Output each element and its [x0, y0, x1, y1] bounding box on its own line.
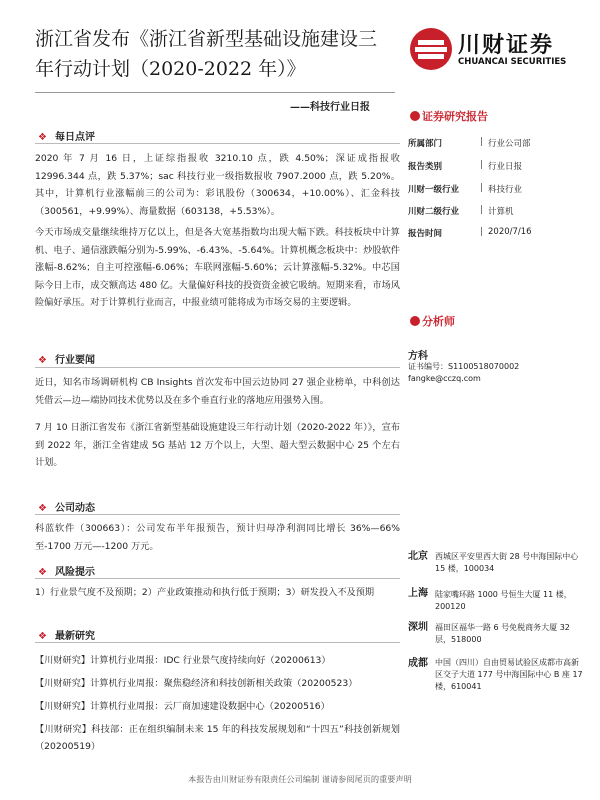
page-footer: 本报告由川财证券有限责任公司编制 谨请参阅尾页的重要声明 — [188, 774, 412, 784]
office-city: 成都 — [408, 658, 428, 669]
bullet-icon: ❖ — [38, 355, 47, 366]
paragraph: 2020 年 7 月 16 日，上证综指报收 3210.10 点，跌 4.50%；深证成指报收 12996.344 点，跌 5.37%；sac 科技行业一级指数报收 7907.2000 点，跌 5.20%。其中，计算机行业涨幅前三的公司为：彩讯股份（300634，+10.00%）、汇金科技（300561，+9.99%）、海量数据（603138，+5.53%）。 — [35, 153, 400, 217]
bullet-icon: ❖ — [38, 132, 47, 143]
section-divider — [35, 143, 400, 144]
paragraph: 科蓝软件（300663）：公司发布半年报预告，预计归母净利润同比增长 36%—66%至-1700 万元—-1200 万元。 — [35, 523, 400, 552]
section-divider — [35, 367, 400, 368]
section-divider — [35, 514, 400, 515]
bullet-icon: ❖ — [38, 631, 47, 642]
company-body — [35, 520, 400, 555]
title-divider — [35, 92, 395, 93]
info-row: 川财一级行业 | 科技行业 — [408, 183, 523, 195]
risk-body — [35, 584, 400, 602]
analyst-heading: 分析师 — [410, 313, 455, 329]
research-link[interactable]: 【川财研究】计算机行业周报：聚焦稳经济和科技创新相关政策（20200523） — [35, 678, 358, 689]
paragraph: 近日，知名市场调研机构 CB Insights 首次发布中国云边协同 27 强企业榜单，中科创达凭借云—边—端协同技术优势以及在多个垂直行业的落地应用强势入围。 — [35, 377, 400, 406]
office-address: 西城区平安里西大街 28 号中海国际中心 15 楼，100034 — [435, 552, 579, 573]
info-row: 川财二级行业 | 计算机 — [408, 205, 514, 217]
section-divider — [35, 578, 400, 579]
analyst-email[interactable]: fangke@cczq.com — [408, 374, 481, 383]
section-divider — [35, 642, 400, 643]
paragraph: 今天市场成交量继续维持万亿以上，但是各大宽基指数均出现大幅下跌。科技板块中计算机、电子、通信涨跌幅分别为-5.99%、-6.43%、-5.64%。计算机概念板块中：炒股软件涨幅-8.62%；自主可控涨幅-6.06%；车联网涨幅-5.60%；云计算涨幅-5.32%。中芯国际今日上市，成交额高达 480 亿。大量偏好科技的投资资金被它吸纳。短期来看，市场风险偏好承压。对于计算机行业而言，中报业绩可能将成为市场交易的主要逻辑。 — [35, 227, 400, 308]
info-row: 报告时间 | 2020/7/16 — [408, 227, 532, 239]
company-logo — [410, 28, 580, 72]
research-link[interactable]: 【川财研究】计算机行业周报：云厂商加速建设数据中心（20200516） — [35, 701, 330, 712]
info-row: 报告类别 | 行业日报 — [408, 160, 523, 172]
research-list — [35, 652, 400, 755]
office-address: 福田区福华一路 6 号免税商务大厦 32 层，518000 — [435, 623, 570, 644]
report-title-line1: 浙江省发布《浙江省新型基础设施建设三 — [35, 28, 378, 50]
report-subtitle: ——科技行业日报 — [290, 102, 370, 113]
section-heading-daily: ❖ 每日点评 — [38, 132, 95, 143]
analyst-certificate: 证书编号：S1100518070002 — [408, 362, 520, 371]
office-address: 中国（四川）自由贸易试验区成都市高新区交子大道 177 号中海国际中心 B 座 17 楼，610041 — [435, 658, 583, 691]
office-city: 上海 — [408, 588, 428, 599]
news-body — [35, 374, 400, 472]
research-link[interactable]: 【川财研究】科技部：正在组织编制未来 15 年的科技发展规划和“十四五”科技创新规划（20200519） — [35, 724, 400, 752]
securities-report-heading: 证券研究报告 — [410, 108, 488, 124]
office-address: 陆家嘴环路 1000 号恒生大厦 11 楼，200120 — [435, 590, 572, 611]
section-heading-risk: ❖ 风险提示 — [38, 567, 95, 578]
analyst-name: 方科 — [408, 351, 428, 362]
research-link[interactable]: 【川财研究】计算机行业周报：IDC 行业景气度持续向好（20200613） — [35, 655, 331, 666]
analyst-icon — [410, 316, 420, 326]
office-city: 北京 — [408, 551, 428, 562]
paragraph: 7 月 10 日浙江省发布《浙江省新型基础设施建设三年行动计划（2020-2022 年）》，宣布到 2022 年，浙江全省建成 5G 基站 12 万个以上，大型、超大型云数据中心 25 个左右计划。 — [35, 422, 400, 468]
section-heading-company: ❖ 公司动态 — [38, 503, 95, 514]
paragraph: 1）行业景气度不及预期；2）产业政策推动和执行低于预期；3）研发投入不及预期 — [35, 587, 375, 598]
report-icon — [410, 111, 420, 121]
daily-comment-body — [35, 150, 400, 312]
logo-mark-icon — [410, 28, 452, 70]
report-title-line2: 年行动计划（2020-2022 年）》 — [35, 58, 306, 80]
section-heading-research: ❖ 最新研究 — [38, 631, 95, 642]
logo-english-name: CHUANCAI SECURITIES — [458, 57, 567, 67]
info-row: 所属部门 | 行业公司部 — [408, 137, 531, 149]
office-city: 深圳 — [408, 622, 428, 633]
section-heading-news: ❖ 行业要闻 — [38, 355, 95, 366]
bullet-icon: ❖ — [38, 503, 47, 514]
bullet-icon: ❖ — [38, 567, 47, 578]
logo-chinese-name: 川财证券 — [458, 33, 555, 58]
report-title — [35, 24, 410, 84]
